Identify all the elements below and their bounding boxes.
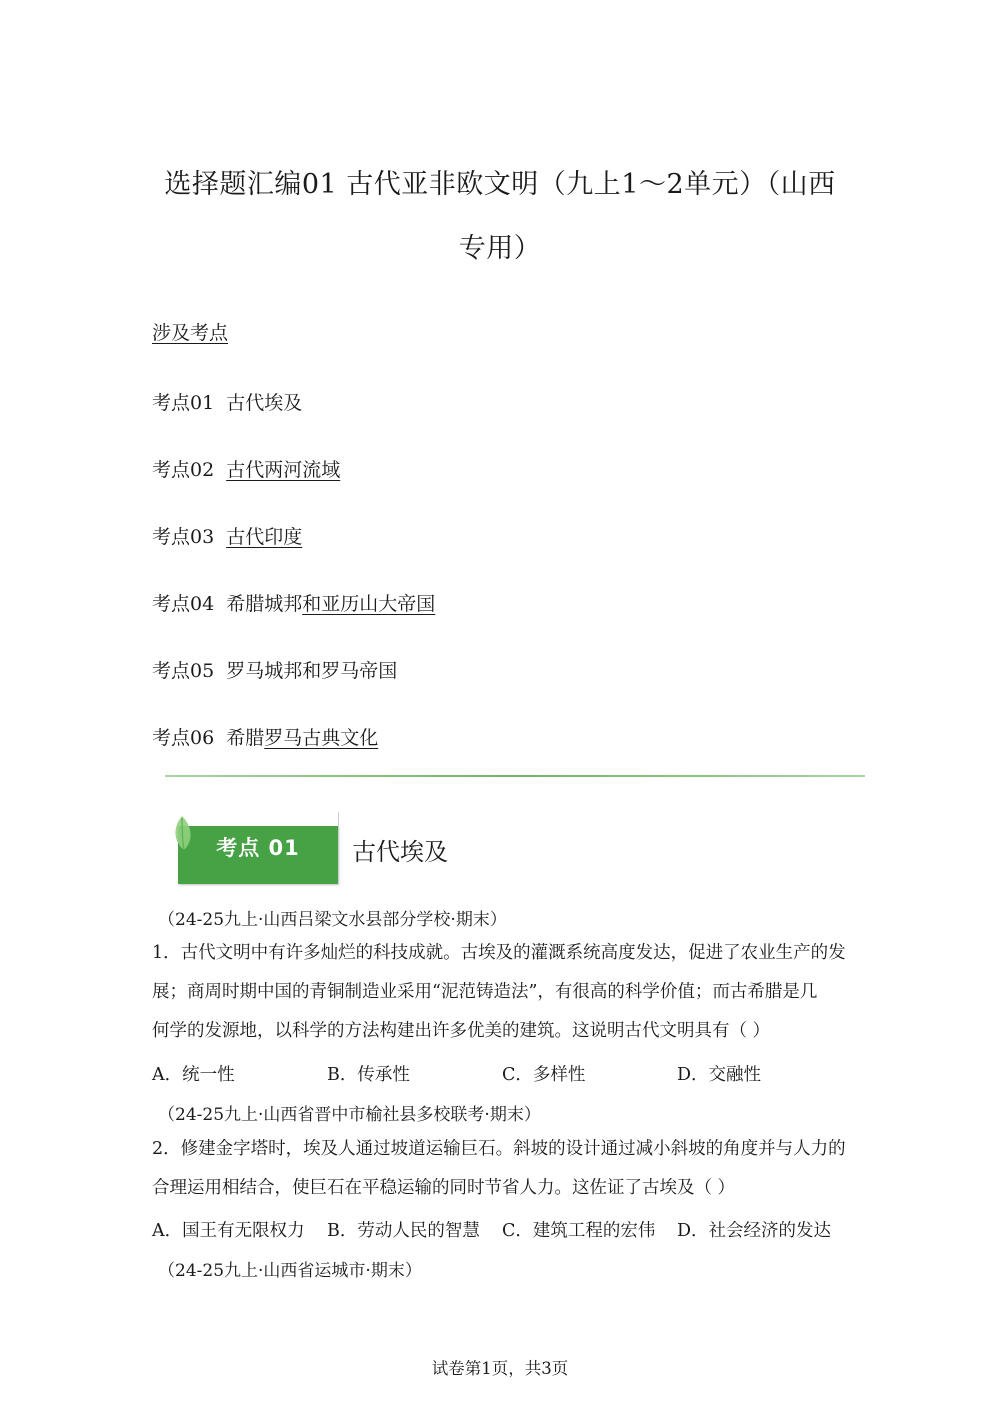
option-a: A．统一性 [152, 1065, 235, 1085]
exam-point-05 [152, 656, 397, 683]
title-line-2: 专用） [458, 233, 542, 264]
option-a: A．国王有无限权力 [152, 1221, 305, 1241]
question-line: 2．修建金字塔时，埃及人通过坡道运输巨石。斜坡的设计通过减小斜坡的角度并与人力的 [152, 1139, 846, 1159]
section-badge-label: 考点 01 [216, 836, 300, 860]
question-source: （24-25九上·山西省晋中市榆社县多校联考·期末） [158, 1105, 541, 1125]
question-1 [152, 934, 852, 1051]
exam-point-name-underlined: 古代印度 [226, 526, 303, 548]
option-b: B．传承性 [327, 1065, 410, 1085]
exam-point-name: 希腊城邦 [226, 593, 303, 615]
exam-point-name: 罗马城邦和罗马帝国 [226, 660, 398, 682]
exam-point-name: 古代埃及 [226, 392, 303, 414]
exam-point-06 [152, 723, 378, 750]
document-title [150, 153, 850, 281]
question-line: 合理运用相结合，使巨石在平稳运输的同时节省人力。这佐证了古埃及（ ） [152, 1178, 736, 1198]
question-source: （24-25九上·山西吕梁文水县部分学校·期末） [158, 910, 507, 930]
option-c: C．多样性 [502, 1065, 586, 1085]
exam-point-number: 考点01 [152, 392, 215, 414]
exam-point-name: 希腊 [226, 727, 265, 749]
leaf-icon [170, 812, 200, 852]
exam-point-number: 考点04 [152, 593, 215, 615]
title-line-1: 选择题汇编01 古代亚非欧文明（九上1～2单元）（山西 [164, 169, 836, 200]
question-2 [152, 1130, 852, 1208]
exam-point-03 [152, 522, 302, 549]
exam-point-04 [152, 589, 435, 616]
badge-separator [338, 812, 339, 884]
exam-point-01 [152, 388, 302, 415]
question-line: 何学的发源地，以科学的方法构建出许多优美的建筑。这说明古代文明具有（ ） [152, 1021, 771, 1041]
question-2-options [152, 1217, 831, 1242]
points-heading: 涉及考点 [152, 322, 229, 344]
section-badge [178, 826, 338, 884]
option-d: D．社会经济的发达 [677, 1221, 832, 1241]
section-title: 古代埃及 [352, 838, 448, 866]
question-1-options [152, 1061, 761, 1086]
exam-point-name-underlined: 和亚历山大帝国 [302, 593, 436, 615]
question-line: 展；商周时期中国的青铜制造业采用“泥范铸造法”，有很高的科学价值；而古希腊是几 [152, 982, 818, 1002]
exam-point-02 [152, 455, 340, 482]
exam-point-number: 考点03 [152, 526, 215, 548]
option-d: D．交融性 [677, 1065, 762, 1085]
question-source: （24-25九上·山西省运城市·期末） [158, 1261, 422, 1281]
exam-point-number: 考点05 [152, 660, 215, 682]
option-c: C．建筑工程的宏伟 [502, 1221, 656, 1241]
exam-point-number: 考点02 [152, 459, 215, 481]
option-b: B．劳动人民的智慧 [327, 1221, 480, 1241]
exam-point-name-underlined: 罗马古典文化 [264, 727, 379, 749]
exam-point-number: 考点06 [152, 727, 215, 749]
page-footer: 试卷第1页，共3页 [431, 1359, 569, 1378]
question-line: 1．古代文明中有许多灿烂的科技成就。古埃及的灌溉系统高度发达，促进了农业生产的发 [152, 943, 846, 963]
exam-point-name-underlined: 古代两河流域 [226, 459, 341, 481]
section-divider [165, 775, 865, 777]
